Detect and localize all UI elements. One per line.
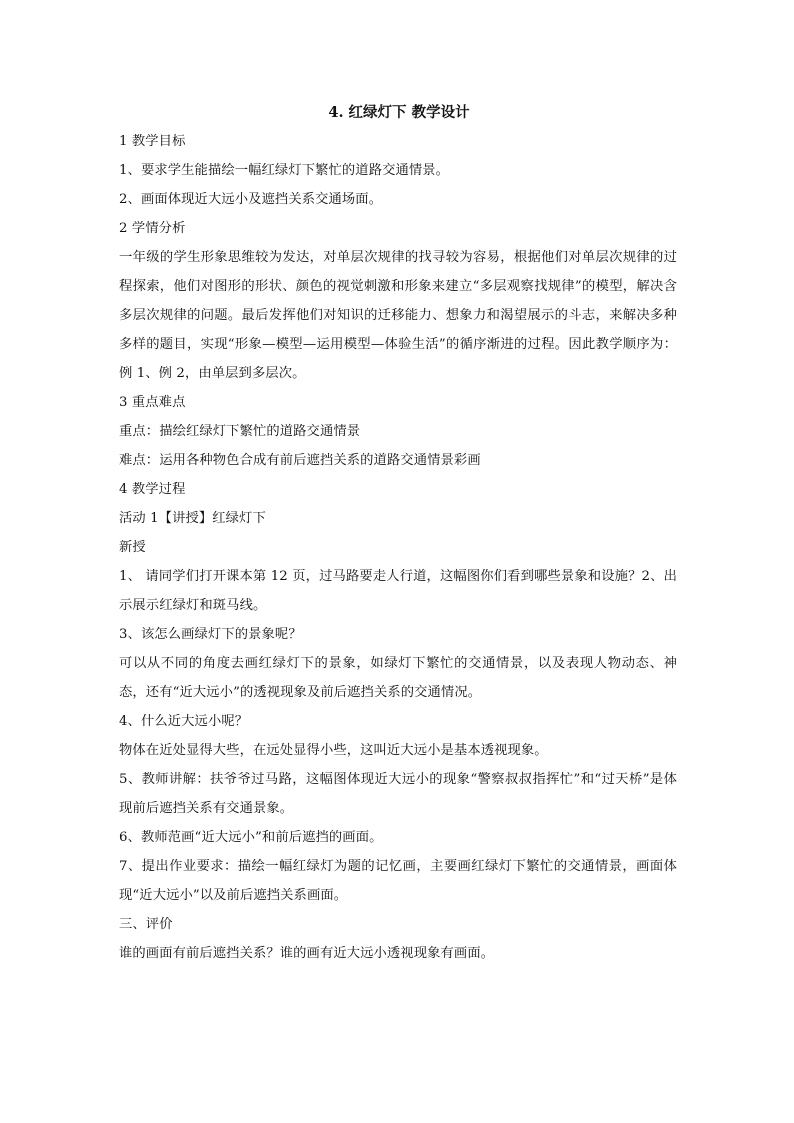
- new-lesson-label: 新授: [119, 540, 146, 555]
- evaluation-paragraph: 谁的画面有前后遮挡关系？谁的画有近大远小透视现象有画面。: [119, 946, 495, 961]
- activity-heading: 活动 1【讲授】红绿灯下: [119, 511, 266, 526]
- section-heading-process: 4 教学过程: [119, 482, 186, 497]
- document-title: 4. 红绿灯下 教学设计: [328, 104, 470, 121]
- objective-item-1: 1、要求学生能描绘一幅红绿灯下繁忙的道路交通情景。: [119, 163, 450, 178]
- process-step-7: 7、提出作业要求：描绘一幅红绿灯为题的记忆画，主要画红绿灯下繁忙的交通情景，画面体现“近大远小”以及前后遮挡关系画面。: [119, 859, 677, 903]
- section-heading-analysis: 2 学情分析: [119, 221, 186, 236]
- section-heading-evaluation: 三、评价: [119, 917, 173, 932]
- process-step-3-answer: 可以从不同的角度去画红绿灯下的景象，如绿灯下繁忙的交通情景，以及表现人物动态、神态，还有“近大远小”的透视现象及前后遮挡关系的交通情况。: [119, 656, 677, 700]
- process-step-5: 5、教师讲解：扶爷爷过马路，这幅图体现近大远小的现象“警察叔叔指挥忙”和“过天桥”是体现前后遮挡关系有交通景象。: [119, 772, 677, 816]
- process-step-1: 1、 请同学们打开课本第 12 页，过马路要走人行道，这幅图你们看到哪些景象和设施？2、出示展示红绿灯和斑马线。: [119, 569, 677, 613]
- section-heading-key-points: 3 重点难点: [119, 395, 186, 410]
- key-point: 重点：描绘红绿灯下繁忙的道路交通情景: [119, 424, 361, 439]
- difficult-point: 难点：运用各种物色合成有前后遮挡关系的道路交通情景彩画: [119, 453, 481, 468]
- process-step-4-answer: 物体在近处显得大些，在远处显得小些，这叫近大远小是基本透视现象。: [119, 743, 548, 758]
- objective-item-2: 2、画面体现近大远小及遮挡关系交通场面。: [119, 192, 383, 207]
- process-step-3: 3、该怎么画绿灯下的景象呢？: [119, 627, 302, 642]
- document-body: [119, 99, 677, 968]
- section-heading-objectives: 1 教学目标: [119, 134, 186, 149]
- process-step-4: 4、什么近大远小呢？: [119, 714, 249, 729]
- analysis-paragraph: 一年级的学生形象思维较为发达，对单层次规律的找寻较为容易，根据他们对单层次规律的过程探索，他们对图形的形状、颜色的视觉刺激和形象来建立“多层观察找规律”的模型，解决含多层次规律的问题。最后发挥他们对知识的迁移能力、想象力和渴望展示的斗志，来解决多种多样的题目，实现“形象—模型—运用模型—体验生活”的循序渐进的过程。因此教学顺序为：例 1、例 2，由单层到多层次。: [119, 250, 677, 381]
- process-step-6: 6、教师范画“近大远小”和前后遮挡的画面。: [119, 830, 383, 845]
